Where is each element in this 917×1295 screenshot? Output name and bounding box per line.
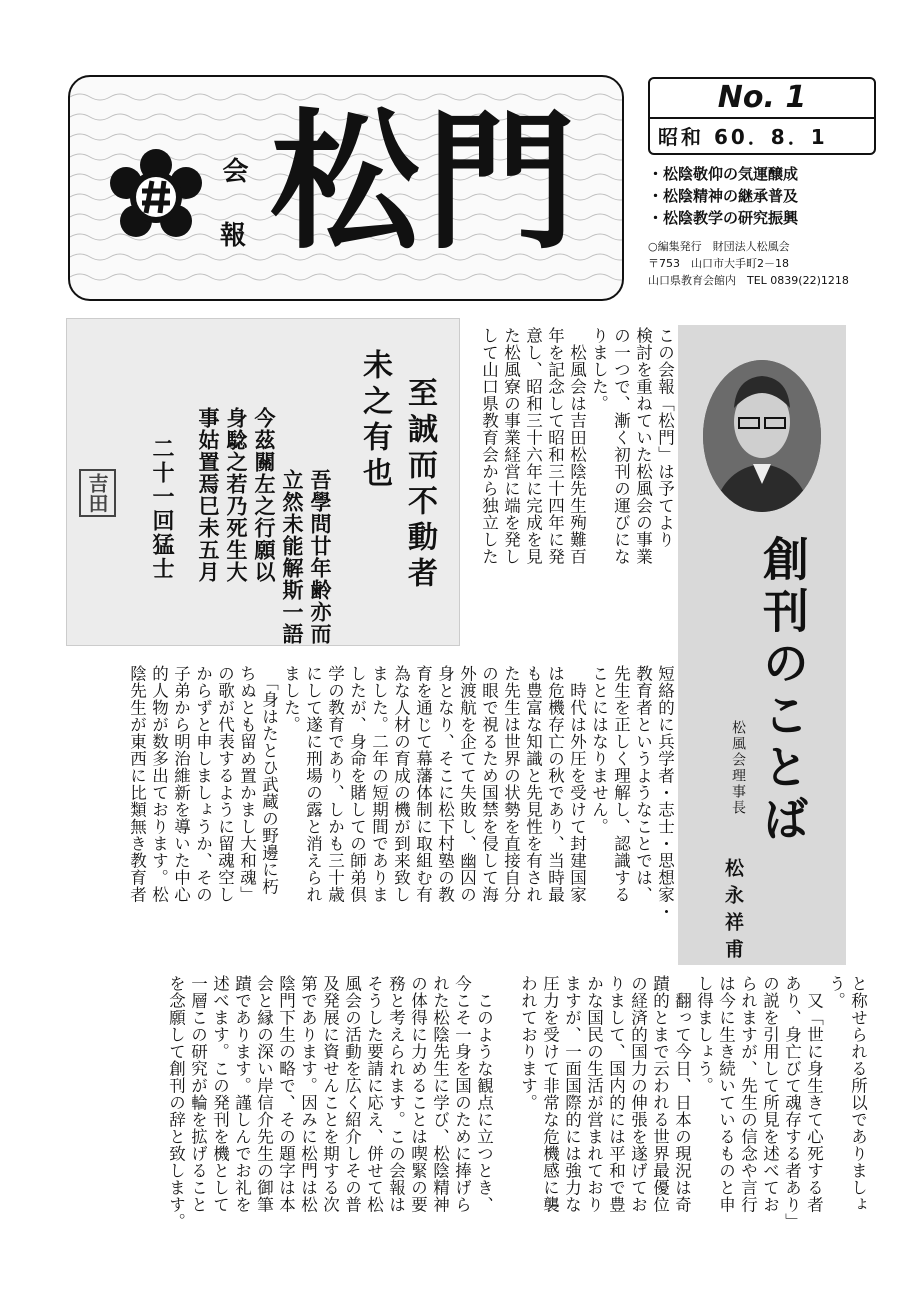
body-column: を念願して創刊の辞と致します。 xyxy=(166,975,186,1230)
body-column: し得ましょう。 xyxy=(694,975,714,1094)
motto-item: ・松陰教学の研究振興 xyxy=(648,209,799,227)
body-column: た先生は世界の状勢を直接自分 xyxy=(501,665,521,903)
body-column: 年を記念して昭和三十四年に発 xyxy=(545,327,565,565)
calligraphy-line: 立然未能解斯一語 xyxy=(280,469,305,645)
body-column: 及発展に資せんことを期する次 xyxy=(320,975,340,1213)
body-column: そうした要請に応え、併せて松 xyxy=(364,975,384,1213)
calligraphy-signature: 二十一回猛士 xyxy=(149,437,175,581)
calligraphy-line: 身騐之若乃死生大 xyxy=(224,407,249,583)
body-column: 先生を正しく理解し、認識する xyxy=(611,665,631,903)
calligraphy-line: 吾學問廿年齢亦而 xyxy=(308,469,333,645)
body-column: 述べます。この発刊を機として xyxy=(210,975,230,1213)
calligraphy-line: 至誠而不動者 xyxy=(402,377,437,593)
body-column: 学の教育であり、しかも三十歳 xyxy=(325,665,345,903)
publisher-line: 〒753 山口市大手町2－18 xyxy=(648,257,789,270)
body-column: ますが、一面国際的には強力な xyxy=(562,975,582,1213)
body-column: 一層この研究が輪を拡げること xyxy=(188,975,208,1213)
body-column: 第であります。因みに松門は松 xyxy=(298,975,318,1213)
body-column: 子弟から明治維新を導いた中心 xyxy=(171,665,191,903)
body-column: の経済的国力の伸張を遂げてお xyxy=(628,975,648,1213)
crest-icon xyxy=(108,149,204,245)
body-column: 短絡的に兵学者・志士・思想家・ xyxy=(655,665,675,920)
body-column: にして遂に刑場の露と消えられ xyxy=(303,665,323,903)
author-name: 松永祥甫 xyxy=(722,858,744,966)
body-column: 育を通じて幕藩体制に取組む有 xyxy=(413,665,433,903)
body-column: られますが、先生の信念や言行 xyxy=(738,975,758,1213)
body-column: れた松陰先生に学び、松陰精神 xyxy=(430,975,450,1213)
body-column: も豊富な知識と先見性を有され xyxy=(523,665,543,903)
body-column: かな国民の生活が営まれており xyxy=(584,975,604,1213)
body-column: 的人物が数多出ております。松 xyxy=(149,665,169,903)
masthead xyxy=(68,75,624,301)
motto-list xyxy=(648,163,898,229)
body-column: 風会の活動を広く紹介しその普 xyxy=(342,975,362,1213)
body-column: た松風寮の事業経営に端を発し xyxy=(501,327,521,565)
body-column: ました。 xyxy=(281,665,301,733)
publisher-line: ○編集発行 財団法人松風会 xyxy=(648,240,790,253)
body-column: このような観点に立つとき、 xyxy=(474,975,494,1213)
body-column: 蹟であります。謹しんでお礼を xyxy=(232,975,252,1213)
body-column: ことにはなりません。 xyxy=(589,665,609,835)
body-column: 蹟的とまで云われる世界最優位 xyxy=(650,975,670,1213)
body-column: 意し、昭和三十六年に完成を見 xyxy=(523,327,543,565)
body-column: ちぬとも留め置かまし大和魂」 xyxy=(237,665,257,903)
body-column: 時代は外圧を受けて封建国家 xyxy=(567,665,587,903)
body-column: 又「世に身生きて心死する者 xyxy=(804,975,824,1213)
body-column: 圧力を受けて非常な危機感に襲 xyxy=(540,975,560,1213)
issue-box xyxy=(648,77,876,155)
body-column: の歌が代表するように留魂空し xyxy=(215,665,235,903)
body-column: 今こそ一身を国のために捧げら xyxy=(452,975,472,1213)
body-column: は今に生き続いているものと申 xyxy=(716,975,736,1213)
body-column: う。 xyxy=(826,975,846,1009)
body-column: したが、身命を賭しての師弟倶 xyxy=(347,665,367,903)
calligraphy-line: 事姑置焉巳未五月 xyxy=(196,407,221,583)
body-column: われております。 xyxy=(518,975,538,1111)
author-title: 松風会理事長 xyxy=(730,720,746,816)
body-column: 教育者というようなことでは、 xyxy=(633,665,653,903)
masthead-kai: 会 xyxy=(218,157,248,183)
body-column: 身となり、そこに松下村塾の教 xyxy=(435,665,455,903)
motto-item: ・松陰精神の継承普及 xyxy=(648,187,799,205)
portrait-photo xyxy=(703,360,821,512)
issue-number: No. 1 xyxy=(717,80,807,115)
body-column: 「身はたとひ武蔵の野邊に朽 xyxy=(259,665,279,895)
body-column: 検討を重ねていた松風会の事業 xyxy=(633,327,653,565)
body-column: 陰先生が東西に比類無き教育者 xyxy=(127,665,147,903)
body-column: この会報「松門」は予てより xyxy=(655,327,675,548)
body-column: の眼で視るため国禁を侵して海 xyxy=(479,665,499,903)
body-column: 務と考えられます。この会報は xyxy=(386,975,406,1213)
motto-item: ・松陰敬仰の気運醸成 xyxy=(648,165,799,183)
body-column: して山口県教育会から独立した xyxy=(479,327,499,565)
publisher-info xyxy=(648,238,908,289)
body-column: 会と縁の深い岸信介先生の御筆 xyxy=(254,975,274,1213)
body-column: の一つで、漸く初刊の運びにな xyxy=(611,327,631,565)
issue-date: 昭和 60．8．1 xyxy=(650,117,874,155)
body-column: りまして、国内的には平和で豊 xyxy=(606,975,626,1213)
body-column: 為な人材の育成の機が到来致し xyxy=(391,665,411,903)
body-column: 外渡航を企てて失敗し、幽囚の xyxy=(457,665,477,903)
publisher-line: 山口県教育会館内 TEL 0839(22)1218 xyxy=(648,274,849,287)
body-column: 松風会は吉田松陰先生殉難百 xyxy=(567,327,587,565)
body-column: の説を引用して所見を述べてお xyxy=(760,975,780,1213)
body-column: 陰門下生の略で、その題字は本 xyxy=(276,975,296,1213)
calligraphy-image xyxy=(66,318,460,646)
calligraphy-line: 未之有也 xyxy=(357,349,392,493)
body-column: ました。二年の短期間でありま xyxy=(369,665,389,903)
body-column: と称せられる所以でありましょ xyxy=(848,975,868,1213)
masthead-title: 松門 xyxy=(270,94,583,270)
body-column: の体得に力めることは喫緊の要 xyxy=(408,975,428,1213)
masthead-hou: 報 xyxy=(220,221,247,251)
body-column: は危機存亡の秋であり、当時最 xyxy=(545,665,565,903)
article-headline: 創刊のことば xyxy=(756,535,810,847)
body-column: あり、身亡びて魂存する者あり」 xyxy=(782,975,802,1230)
calligraphy-line: 今茲關左之行願以 xyxy=(252,407,277,583)
body-column: からずと申しましょうか、その xyxy=(193,665,213,903)
body-column: 翻って今日、日本の現況は奇 xyxy=(672,975,692,1213)
seal-stamp: 吉田 xyxy=(79,469,116,517)
body-column: りました。 xyxy=(589,327,609,412)
